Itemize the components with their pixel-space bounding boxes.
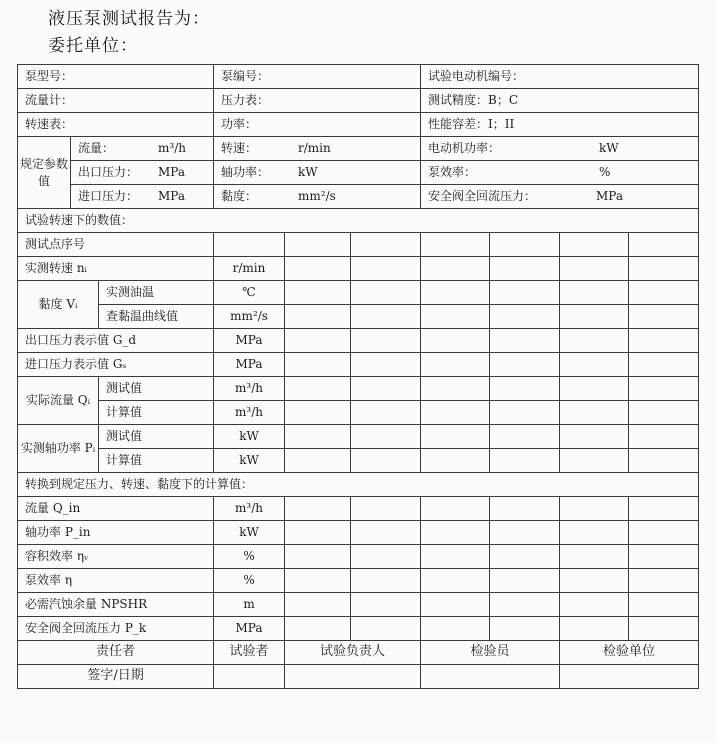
test-point-cell-5[interactable] [560,233,629,257]
test-flow-calc-label: 计算值 [99,401,214,425]
converted-relief-cell-2[interactable] [351,617,421,641]
rated-outlet-unit: MPa [158,164,185,179]
test-inlet-cell-4[interactable] [490,353,560,377]
converted-flow-cell-6[interactable] [629,497,699,521]
client-unit-label: 委托单位： [48,36,138,56]
test-outlet-cell-6[interactable] [629,329,699,353]
rated-viscosity-unit: mm²/s [298,188,336,203]
rated-pump-eff-label: 泵效率： [428,164,477,179]
converted-vol-eff-row [18,545,699,569]
test-visc-curve-row [18,305,699,329]
test-flow-measured-label: 测试值 [99,377,214,401]
test-speed-cell-6[interactable] [629,257,699,281]
inspection-unit-label: 检验单位 [560,641,699,665]
rated-shaft-power-label: 轴功率： [221,164,270,179]
test-oil-temp-unit: ℃ [214,281,285,305]
test-flow-measured-cell-4[interactable] [490,377,560,401]
converted-npshr-cell-4[interactable] [490,593,560,617]
rated-outlet-cell[interactable] [71,161,214,185]
info-row-2 [18,89,699,113]
test-outlet-cell-4[interactable] [490,329,560,353]
test-flow-calc-cell-4[interactable] [490,401,560,425]
rated-pump-eff-cell[interactable] [421,161,699,185]
test-visc-curve-label: 查黏温曲线值 [99,305,214,329]
test-power-calc-row [18,449,699,473]
rated-params-label: 规定参数值 [18,137,71,209]
rated-flow-label: 流量： [78,140,115,155]
converted-pump-eff-cell-5[interactable] [560,569,629,593]
test-outlet-cell-5[interactable] [560,329,629,353]
test-outlet-unit: MPa [214,329,285,353]
tester-label: 试验者 [214,641,285,665]
inspector-sign-cell[interactable] [421,665,560,689]
converted-flow-cell-4[interactable] [490,497,560,521]
test-oil-temp-cell-1[interactable] [285,281,351,305]
test-flow-measured-cell-6[interactable] [629,377,699,401]
rated-speed-unit: r/min [298,140,331,155]
test-power-measured-cell-6[interactable] [629,425,699,449]
test-speed-cell-2[interactable] [351,257,421,281]
flowmeter-cell[interactable]: 流量计： [18,89,214,113]
test-power-calc-cell-5[interactable] [560,449,629,473]
test-power-calc-cell-6[interactable] [629,449,699,473]
converted-flow-label: 流量 Q_in [18,497,214,521]
converted-npshr-label: 必需汽蚀余量 NPSHR [18,593,214,617]
test-point-unit-cell [214,233,285,257]
test-point-cell-2[interactable] [351,233,421,257]
test-viscosity-label: 黏度 Vᵢ [18,281,99,329]
test-visc-curve-cell-1[interactable] [285,305,351,329]
converted-pump-eff-unit: % [214,569,285,593]
converted-vol-eff-cell-2[interactable] [351,545,421,569]
test-actual-flow-label: 实际流量 Qᵢ [18,377,99,425]
test-lead-sign-cell[interactable] [285,665,421,689]
converted-flow-row [18,497,699,521]
converted-npshr-cell-6[interactable] [629,593,699,617]
test-point-cell-4[interactable] [490,233,560,257]
rated-motor-power-unit: kW [599,140,619,155]
converted-vol-eff-cell-6[interactable] [629,545,699,569]
converted-pump-eff-cell-3[interactable] [421,569,490,593]
converted-relief-unit: MPa [214,617,285,641]
converted-shaft-power-cell-5[interactable] [560,521,629,545]
test-power-measured-cell-2[interactable] [351,425,421,449]
test-speed-label: 实测转速 nᵢ [18,257,214,281]
converted-npshr-cell-1[interactable] [285,593,351,617]
test-point-cell-6[interactable] [629,233,699,257]
test-point-label: 测试点序号 [18,233,214,257]
rated-shaft-power-cell[interactable] [214,161,421,185]
test-point-cell-3[interactable] [421,233,490,257]
test-inlet-row [18,353,699,377]
rated-row-3 [18,185,699,209]
converted-vol-eff-unit: % [214,545,285,569]
converted-section-title-row [18,473,699,497]
converted-relief-cell-5[interactable] [560,617,629,641]
pump-number-cell[interactable]: 泵编号： [214,65,421,89]
converted-shaft-power-cell-2[interactable] [351,521,421,545]
converted-npshr-cell-2[interactable] [351,593,421,617]
converted-flow-cell-3[interactable] [421,497,490,521]
test-inlet-cell-2[interactable] [351,353,421,377]
test-flow-measured-cell-3[interactable] [421,377,490,401]
test-flow-calc-cell-5[interactable] [560,401,629,425]
converted-npshr-cell-3[interactable] [421,593,490,617]
test-flow-measured-row [18,377,699,401]
test-oil-temp-cell-6[interactable] [629,281,699,305]
test-oil-temp-cell-4[interactable] [490,281,560,305]
test-speed-cell-5[interactable] [560,257,629,281]
test-power-measured-cell-1[interactable] [285,425,351,449]
test-power-measured-cell-4[interactable] [490,425,560,449]
test-inlet-label: 进口压力表示值 Gₛ [18,353,214,377]
test-flow-calc-cell-1[interactable] [285,401,351,425]
converted-relief-label: 安全阀全回流压力 P_k [18,617,214,641]
test-flow-calc-row [18,401,699,425]
test-visc-curve-unit: mm²/s [214,305,285,329]
info-row-3 [18,113,699,137]
test-power-measured-cell-3[interactable] [421,425,490,449]
converted-pump-eff-row [18,569,699,593]
test-visc-curve-cell-6[interactable] [629,305,699,329]
test-oil-temp-cell-2[interactable] [351,281,421,305]
converted-relief-cell-4[interactable] [490,617,560,641]
test-shaft-power-label: 实测轴功率 Pᵢ [18,425,99,473]
rated-row-1 [18,137,699,161]
signature-header-row [18,641,699,665]
test-inlet-cell-6[interactable] [629,353,699,377]
rated-inlet-cell[interactable] [71,185,214,209]
test-oil-temp-cell-3[interactable] [421,281,490,305]
test-speed-unit: r/min [214,257,285,281]
converted-relief-cell-1[interactable] [285,617,351,641]
inspection-unit-sign-cell[interactable] [560,665,699,689]
test-flow-measured-cell-1[interactable] [285,377,351,401]
tolerance-cell[interactable]: 性能容差：I；II [421,113,699,137]
power-cell[interactable]: 功率： [214,113,421,137]
test-flow-calc-cell-6[interactable] [629,401,699,425]
test-visc-curve-cell-3[interactable] [421,305,490,329]
converted-flow-cell-2[interactable] [351,497,421,521]
rated-flow-unit: m³/h [158,140,186,155]
motor-number-cell[interactable]: 试验电动机编号： [421,65,699,89]
test-power-measured-cell-5[interactable] [560,425,629,449]
rated-outlet-label: 出口压力： [78,164,139,179]
test-section-title-row [18,209,699,233]
converted-shaft-power-cell-6[interactable] [629,521,699,545]
pump-model-cell[interactable]: 泵型号： [18,65,214,89]
accuracy-cell[interactable]: 测试精度：B；C [421,89,699,113]
converted-pump-eff-cell-6[interactable] [629,569,699,593]
rated-inlet-label: 进口压力： [78,188,139,203]
converted-vol-eff-cell-4[interactable] [490,545,560,569]
converted-flow-cell-5[interactable] [560,497,629,521]
converted-shaft-power-cell-4[interactable] [490,521,560,545]
rated-relief-unit: MPa [596,188,623,203]
test-outlet-cell-3[interactable] [421,329,490,353]
rated-flow-cell[interactable] [71,137,214,161]
test-outlet-label: 出口压力表示值 G_d [18,329,214,353]
converted-pump-eff-label: 泵效率 η [18,569,214,593]
test-outlet-cell-1[interactable] [285,329,351,353]
test-visc-curve-cell-2[interactable] [351,305,421,329]
test-visc-curve-cell-4[interactable] [490,305,560,329]
responsible-label: 责任者 [18,641,214,665]
test-power-calc-unit: kW [214,449,285,473]
rated-row-2 [18,161,699,185]
test-oil-temp-row [18,281,699,305]
converted-shaft-power-cell-3[interactable] [421,521,490,545]
converted-pump-eff-cell-4[interactable] [490,569,560,593]
rated-shaft-power-unit: kW [298,164,318,179]
test-inlet-cell-1[interactable] [285,353,351,377]
rated-viscosity-cell[interactable] [214,185,421,209]
test-oil-temp-label: 实测油温 [99,281,214,305]
rated-inlet-unit: MPa [158,188,185,203]
rated-speed-label: 转速： [221,140,258,155]
converted-relief-cell-3[interactable] [421,617,490,641]
test-power-calc-cell-4[interactable] [490,449,560,473]
converted-npshr-unit: m [214,593,285,617]
test-flow-measured-cell-2[interactable] [351,377,421,401]
converted-vol-eff-cell-5[interactable] [560,545,629,569]
converted-shaft-power-cell-1[interactable] [285,521,351,545]
test-power-calc-label: 计算值 [99,449,214,473]
test-power-measured-row [18,425,699,449]
converted-vol-eff-cell-3[interactable] [421,545,490,569]
test-flow-calc-cell-3[interactable] [421,401,490,425]
test-outlet-cell-2[interactable] [351,329,421,353]
converted-flow-cell-1[interactable] [285,497,351,521]
rated-speed-cell[interactable] [214,137,421,161]
test-power-calc-cell-1[interactable] [285,449,351,473]
converted-vol-eff-label: 容积效率 ηᵥ [18,545,214,569]
pump-test-report-table [17,64,699,689]
converted-relief-row [18,617,699,641]
rated-pump-eff-unit: % [599,164,611,179]
sign-date-label: 签字/日期 [18,665,214,689]
info-row-1 [18,65,699,89]
converted-npshr-row [18,593,699,617]
rated-relief-label: 安全阀全回流压力： [428,188,537,203]
signature-row [18,665,699,689]
converted-section-title: 转换到规定压力、转速、黏度下的计算值： [18,473,699,497]
converted-vol-eff-cell-1[interactable] [285,545,351,569]
test-flow-measured-cell-5[interactable] [560,377,629,401]
converted-pump-eff-cell-2[interactable] [351,569,421,593]
test-section-title: 试验转速下的数值： [18,209,699,233]
test-visc-curve-cell-5[interactable] [560,305,629,329]
test-power-calc-cell-3[interactable] [421,449,490,473]
rated-viscosity-label: 黏度： [221,188,258,203]
test-speed-cell-4[interactable] [490,257,560,281]
converted-shaft-power-row [18,521,699,545]
converted-npshr-cell-5[interactable] [560,593,629,617]
test-inlet-cell-3[interactable] [421,353,490,377]
converted-flow-unit: m³/h [214,497,285,521]
test-point-cell-1[interactable] [285,233,351,257]
tachometer-cell[interactable]: 转速表： [18,113,214,137]
report-title: 液压泵测试报告为： [48,9,210,29]
pressure-gauge-cell[interactable]: 压力表： [214,89,421,113]
test-flow-calc-unit: m³/h [214,401,285,425]
test-oil-temp-cell-5[interactable] [560,281,629,305]
test-inlet-unit: MPa [214,353,285,377]
converted-pump-eff-cell-1[interactable] [285,569,351,593]
test-power-measured-unit: kW [214,425,285,449]
test-speed-row [18,257,699,281]
test-power-calc-cell-2[interactable] [351,449,421,473]
converted-shaft-power-unit: kW [214,521,285,545]
rated-motor-power-label: 电动机功率： [428,140,501,155]
test-flow-measured-unit: m³/h [214,377,285,401]
rated-relief-cell[interactable] [421,185,699,209]
converted-relief-cell-6[interactable] [629,617,699,641]
tester-sign-cell[interactable] [214,665,285,689]
test-inlet-cell-5[interactable] [560,353,629,377]
test-speed-cell-3[interactable] [421,257,490,281]
inspector-label: 检验员 [421,641,560,665]
test-flow-calc-cell-2[interactable] [351,401,421,425]
converted-shaft-power-label: 轴功率 P_in [18,521,214,545]
test-outlet-row [18,329,699,353]
rated-motor-power-cell[interactable] [421,137,699,161]
test-speed-cell-1[interactable] [285,257,351,281]
test-lead-label: 试验负责人 [285,641,421,665]
test-power-measured-label: 测试值 [99,425,214,449]
test-point-row [18,233,699,257]
